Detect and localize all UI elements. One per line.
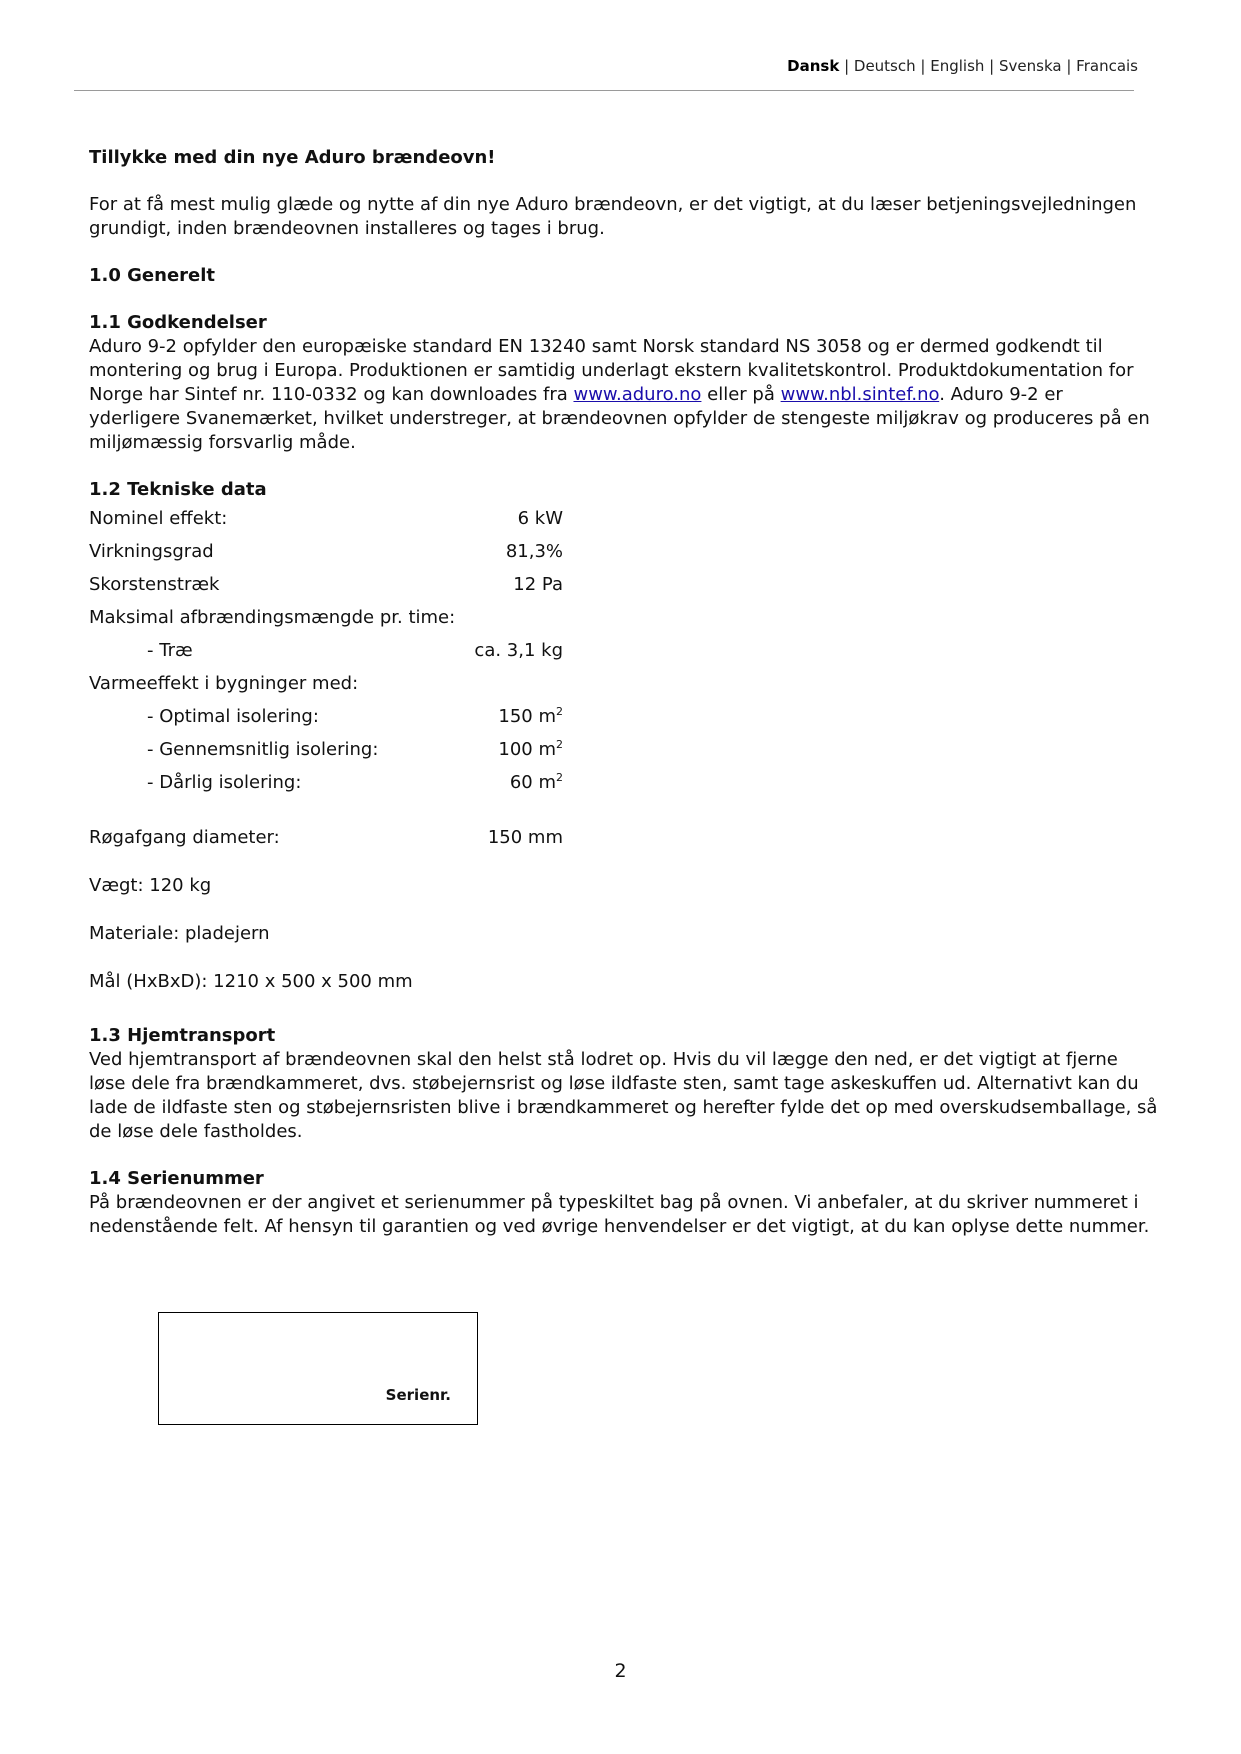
approvals-text — [89, 335, 1159, 455]
language-switcher — [787, 57, 1138, 75]
lang-separator: | — [1061, 57, 1077, 75]
lang-deutsch[interactable]: Deutsch — [853, 57, 916, 75]
table-row — [89, 733, 563, 766]
section-technical-title: 1.2 Tekniske data — [89, 479, 267, 500]
approvals-text-part: . Aduro 9-2 er yderligere Svanemærket, hvilket understreger, at brændeovnen opfylder de stengeste miljøkrav og produceres på en miljømæssig forsvarlig måde. — [89, 384, 1150, 453]
table-row — [89, 601, 563, 634]
spec-value: 12 Pa — [513, 573, 563, 595]
spec-value: 100 m — [498, 738, 556, 760]
spec-value: 60 m — [509, 771, 556, 793]
table-row — [89, 535, 563, 568]
section-approvals-title: 1.1 Godkendelser — [89, 312, 267, 333]
spec-value-area — [452, 766, 563, 799]
spec-value: ca. 3,1 kg — [474, 639, 563, 661]
lang-dansk[interactable]: Dansk — [787, 57, 840, 75]
lang-separator: | — [839, 57, 854, 75]
spec-label: Skorstenstræk — [89, 573, 220, 595]
approvals-text-part: Aduro 9-2 opfylder den europæiske standard EN 13240 samt Norsk standard NS 3058 og er dermed godkendt til montering og brug i Europa. Produktionen er samtidig underlagt ekstern kvalitetskontrol. Produktdokumentation for Norge har Sintef nr. 110-0332 og kan downloades fra — [89, 336, 1134, 405]
spec-value-area — [452, 733, 563, 766]
section-general-title: 1.0 Generelt — [89, 265, 216, 286]
material-text: Materiale: pladejern — [89, 923, 270, 944]
spec-label: Maksimal afbrændingsmængde pr. time: — [89, 606, 456, 628]
spec-value: 81,3% — [505, 540, 563, 562]
table-row — [89, 502, 563, 535]
serial-number-box — [158, 1312, 478, 1425]
superscript: 2 — [556, 770, 563, 784]
spec-label: - Dårlig isolering: — [147, 771, 302, 793]
table-row — [89, 667, 563, 700]
intro-title: Tillykke med din nye Aduro brændeovn! — [89, 147, 496, 168]
section-serial-title: 1.4 Serienummer — [89, 1168, 264, 1189]
approvals-text-part: eller på — [701, 384, 781, 405]
spec-label: - Træ — [147, 639, 193, 661]
spec-label: - Gennemsnitlig isolering: — [147, 738, 379, 760]
sintef-link[interactable]: www.nbl.sintef.no — [780, 384, 940, 405]
table-row — [89, 821, 563, 854]
page-number: 2 — [614, 1660, 627, 1682]
serial-text: På brændeovnen er der angivet et serienummer på typeskiltet bag på ovnen. Vi anbefaler, at du skriver nummeret i nedenstående felt. Af hensyn til garantien og ved øvrige henvendelser er det vigtigt, at du kan oplyse dette nummer. — [89, 1192, 1150, 1237]
spec-value: 150 m — [498, 705, 556, 727]
aduro-link[interactable]: www.aduro.no — [573, 384, 702, 405]
flue-table — [89, 821, 563, 854]
spec-label: Varmeeffekt i bygninger med: — [89, 672, 359, 694]
spec-label: - Optimal isolering: — [147, 705, 319, 727]
superscript: 2 — [556, 737, 563, 751]
superscript: 2 — [556, 704, 563, 718]
lang-svenska[interactable]: Svenska — [999, 57, 1062, 75]
intro-text: For at få mest mulig glæde og nytte af din nye Aduro brændeovn, er det vigtigt, at du læser betjeningsvejledningen grundigt, inden brændeovnen installeres og tages i brug. — [89, 194, 1137, 239]
lang-english[interactable]: English — [930, 57, 985, 75]
spec-value: 6 kW — [517, 507, 563, 529]
header-divider — [74, 90, 1134, 91]
table-row — [89, 766, 563, 799]
serial-box-label: Serienr. — [385, 1386, 451, 1404]
spec-label: Nominel effekt: — [89, 507, 228, 529]
weight-text: Vægt: 120 kg — [89, 875, 212, 896]
spec-label: Røgafgang diameter: — [89, 826, 280, 848]
lang-separator: | — [915, 57, 931, 75]
lang-francais[interactable]: Francais — [1076, 57, 1138, 75]
document-body — [89, 146, 1159, 1239]
spec-label: Virkningsgrad — [89, 540, 214, 562]
dimensions-text: Mål (HxBxD): 1210 x 500 x 500 mm — [89, 971, 413, 992]
table-row — [89, 700, 563, 733]
table-row — [89, 634, 563, 667]
transport-text: Ved hjemtransport af brændeovnen skal den helst stå lodret op. Hvis du vil lægge den ned, er det vigtigt at fjerne løse dele fra brændkammeret, dvs. støbejernsrist og løse ildfaste sten, samt tage askeskuffen ud. Alternativt kan du lade de ildfaste sten og støbejernsristen blive i brændkammeret og herefter fylde det op med overskudsemballage, så de løse dele fastholdes. — [89, 1049, 1158, 1142]
section-transport-title: 1.3 Hjemtransport — [89, 1025, 276, 1046]
lang-separator: | — [984, 57, 999, 75]
spec-value-area — [452, 700, 563, 733]
technical-data-table — [89, 502, 563, 799]
table-row — [89, 568, 563, 601]
spec-value: 150 mm — [487, 826, 563, 848]
